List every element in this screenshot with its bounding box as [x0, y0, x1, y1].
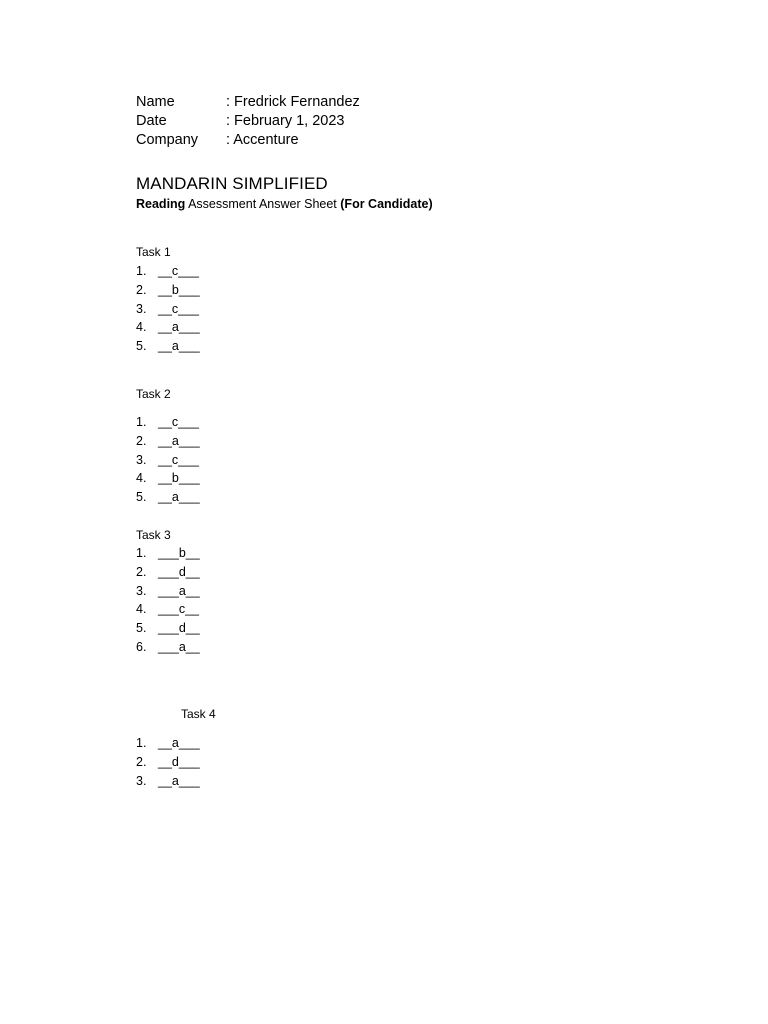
- task-3-heading: Task 3: [136, 528, 171, 542]
- answer-text: __a___: [158, 490, 200, 505]
- task-4-heading: Task 4: [181, 707, 216, 721]
- company-row: [136, 131, 360, 150]
- task-1-answers: [136, 262, 200, 356]
- list-item: [136, 413, 200, 432]
- answer-text: __b___: [158, 471, 200, 486]
- list-item: [136, 544, 200, 563]
- list-item: [136, 753, 200, 772]
- document-subtitle: [136, 196, 433, 213]
- task-4-answers: [136, 734, 200, 790]
- answer-text: __b___: [158, 282, 200, 297]
- answer-number: 3.: [136, 583, 147, 598]
- answer-text: __c___: [158, 264, 200, 278]
- company-label: Company: [136, 132, 199, 148]
- answer-text: ___a__: [158, 639, 200, 654]
- list-item: [136, 638, 200, 657]
- company-value: : Accenture: [226, 132, 299, 148]
- answer-number: 4.: [136, 602, 147, 617]
- list-item: [136, 582, 200, 601]
- subtitle-bold-start: Reading: [136, 197, 186, 211]
- name-row: [136, 93, 360, 112]
- subtitle-middle: Assessment Answer Sheet: [185, 197, 341, 211]
- answer-number: 1.: [136, 736, 147, 750]
- list-item: [136, 300, 200, 319]
- task-1-heading: Task 1: [136, 245, 171, 259]
- answer-text: __a___: [158, 773, 200, 788]
- answer-number: 2.: [136, 433, 147, 448]
- answer-text: ___c__: [158, 602, 200, 617]
- answer-number: 4.: [136, 320, 147, 335]
- answer-text: __d___: [158, 754, 200, 769]
- answer-text: __a___: [158, 320, 200, 335]
- list-item: [136, 337, 200, 356]
- name-value: : Fredrick Fernandez: [226, 94, 360, 110]
- answer-text: __a___: [158, 339, 200, 354]
- answer-text: __c___: [158, 301, 200, 316]
- task-3-answers: [136, 544, 200, 657]
- list-item: [136, 318, 200, 337]
- answer-text: __a___: [158, 736, 200, 750]
- answer-text: ___b__: [158, 546, 200, 560]
- list-item: [136, 262, 200, 281]
- list-item: [136, 734, 200, 753]
- list-item: [136, 600, 200, 619]
- task-2-heading: Task 2: [136, 387, 171, 401]
- subtitle-bold-end: (For Candidate): [340, 197, 433, 211]
- answer-number: 2.: [136, 564, 147, 579]
- answer-text: ___d__: [158, 564, 200, 579]
- answer-number: 2.: [136, 282, 147, 297]
- answer-number: 3.: [136, 301, 147, 316]
- answer-number: 3.: [136, 452, 147, 467]
- list-item: [136, 488, 200, 507]
- list-item: [136, 469, 200, 488]
- document-title: MANDARIN SIMPLIFIED: [136, 174, 328, 193]
- answer-text: __c___: [158, 452, 200, 467]
- answer-number: 2.: [136, 754, 147, 769]
- answer-number: 5.: [136, 339, 147, 354]
- list-item: [136, 619, 200, 638]
- name-label: Name: [136, 94, 175, 110]
- answer-number: 5.: [136, 490, 147, 505]
- date-row: [136, 112, 360, 131]
- list-item: [136, 451, 200, 470]
- date-value: : February 1, 2023: [226, 113, 345, 129]
- list-item: [136, 772, 200, 791]
- date-label: Date: [136, 113, 167, 129]
- answer-number: 6.: [136, 639, 147, 654]
- answer-number: 1.: [136, 264, 147, 278]
- answer-number: 5.: [136, 621, 147, 636]
- list-item: [136, 432, 200, 451]
- answer-text: ___d__: [158, 621, 200, 636]
- task-2-answers: [136, 413, 200, 507]
- candidate-info: [136, 93, 360, 150]
- answer-number: 1.: [136, 546, 147, 560]
- answer-text: ___a__: [158, 583, 200, 598]
- answer-text: __c___: [158, 415, 200, 429]
- list-item: [136, 281, 200, 300]
- answer-number: 3.: [136, 773, 147, 788]
- answer-number: 1.: [136, 415, 147, 429]
- answer-text: __a___: [158, 433, 200, 448]
- list-item: [136, 563, 200, 582]
- answer-number: 4.: [136, 471, 147, 486]
